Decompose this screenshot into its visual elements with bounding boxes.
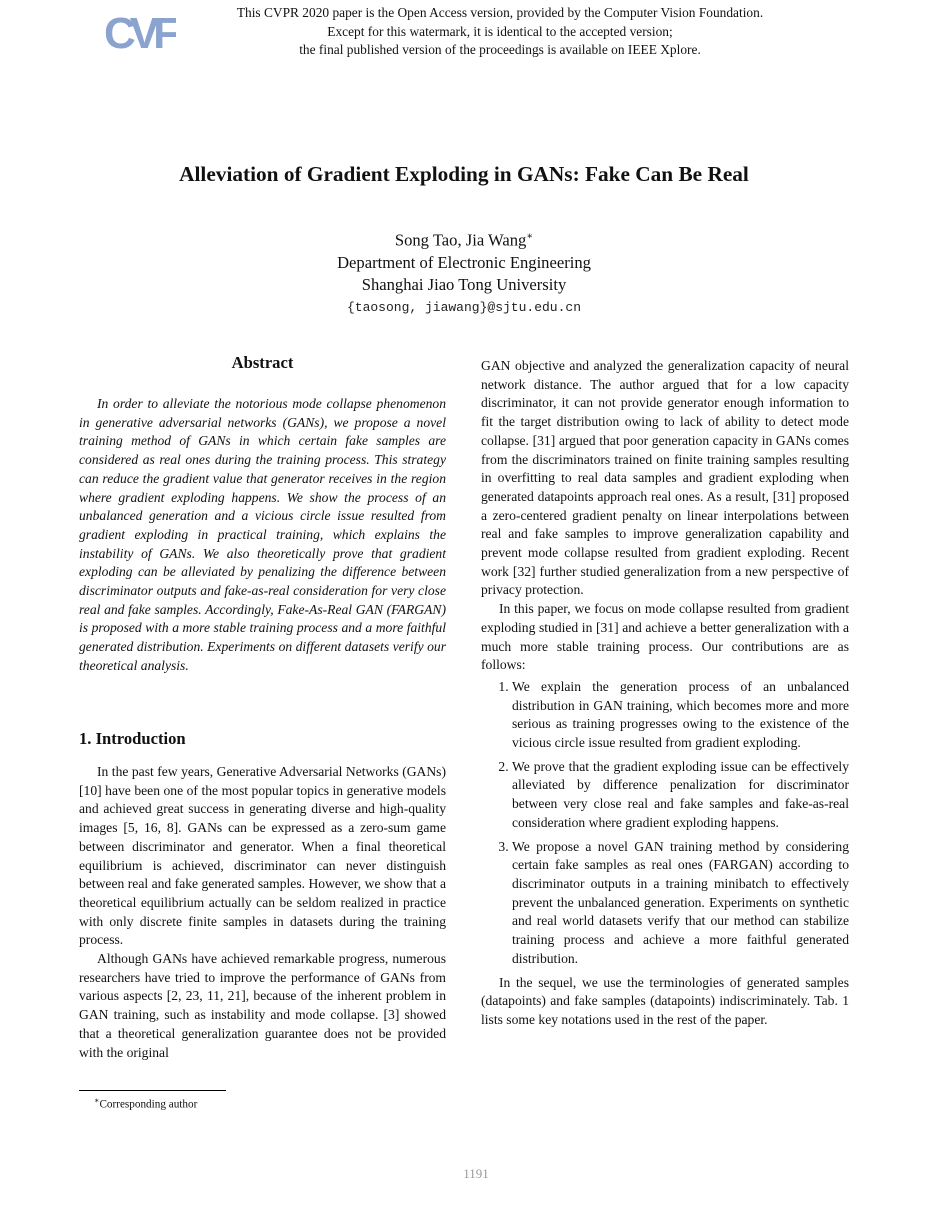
footnote-text: Corresponding author	[99, 1098, 198, 1111]
introduction-body	[79, 763, 446, 1062]
contribution-item: 3. We propose a novel GAN training method by considering certain fake samples as real ones (FARGAN) according to discriminator outputs in a training minibatch to effectively prevent the unbalanced generation. Experiments on synthetic and real world datasets verify that our method can stabilize training process and achieve a more faithful generated distribution.	[512, 838, 849, 969]
author-names	[0, 226, 928, 252]
footnote-divider	[79, 1090, 226, 1091]
body-paragraph: GAN objective and analyzed the generalization capacity of neural network distance. The author argued that for a low capacity discriminator, it can not provide generator enough information to fit the target distribution owing to lack of ability to detect mode collapse. [31] argued that poor generation capacity in GANs comes from the discriminators trained on finite training samples resulting in overfitting to real data samples and gradient exploding when generated datapoints approach real ones. As a result, [31] proposed a zero-centered gradient penalty on linear interpolations between real and fake samples to improve generalization capability and prevent mode collapse resulted from gradient exploding. Recent work [32] further studied generalization from a new perspective of privacy protection.	[481, 358, 849, 598]
author-email: {taosong, jiawang}@sjtu.edu.cn	[346, 299, 582, 315]
author-university: Shanghai Jiao Tong University	[361, 274, 567, 294]
contribution-item: 1. We explain the generation process of an unbalanced distribution in GAN training, which becomes more and more serious as training progresses owing to the existence of the vicious circle issue resulted from gradient exploding.	[512, 678, 849, 753]
author-block	[0, 226, 928, 319]
introduction-paragraph: Although GANs have achieved remarkable progress, numerous researchers have tried to improve the performance of GANs from various aspects [2, 23, 11, 21], because of the inherent problem in GAN training, such as instability and mode collapse. [3] showed that a theoretical generalization guarantee does not be provided with the original	[79, 951, 446, 1060]
abstract-text: In order to alleviate the notorious mode collapse phenomenon in generative adversarial networks (GANs), we propose a novel training method of GANs in which certain fake samples are considered as real ones during the training process. This strategy can reduce the gradient value that generator receives in the region where gradient exploding happens. We show the process of an unbalanced generation and a vicious circle issue resulted from gradient exploding in practical training, which explains the instability of GANs. We also theoretically prove that gradient exploding can be alleviated by penalizing the difference between discriminator outputs and fake-as-real consideration for very close real and fake samples. Accordingly, Fake-As-Real GAN (FARGAN) is proposed with a more stable training process and a more faithful generated distribution. Experiments on different datasets verify our theoretical analysis.	[79, 396, 446, 673]
corresponding-author-mark: ∗	[526, 231, 534, 242]
page-number: 1191	[463, 1166, 489, 1181]
watermark-line: This CVPR 2020 paper is the Open Access version, provided by the Computer Vision Foundation.	[236, 5, 764, 20]
cvf-logo	[104, 8, 176, 54]
abstract-heading: Abstract	[231, 353, 294, 372]
author-list: Song Tao, Jia Wang	[394, 230, 527, 250]
contributions-list	[481, 678, 849, 969]
right-column	[481, 357, 849, 1030]
body-paragraph: In this paper, we focus on mode collapse resulted from gradient exploding studied in [31] and achieve a better generalization with a much more stable training process. Our contributions are as follows:	[481, 601, 849, 673]
contribution-item: 2. We prove that the gradient exploding issue can be effectively alleviated by difference penalization for discriminator between very close real and fake samples and fake-as-real consideration where gradient exploding happens.	[512, 758, 849, 833]
footnote	[94, 1096, 197, 1111]
paper-title: Alleviation of Gradient Exploding in GANs: Fake Can Be Real	[179, 162, 749, 186]
watermark-line: the final published version of the proceedings is available on IEEE Xplore.	[299, 42, 701, 57]
introduction-heading: 1. Introduction	[79, 729, 186, 748]
body-paragraph: In the sequel, we use the terminologies of generated samples (datapoints) and fake samples (datapoints) indiscriminately. Tab. 1 lists some key notations used in the rest of the paper.	[481, 974, 849, 1027]
cvf-logo-text: CVF	[104, 9, 174, 54]
open-access-watermark	[190, 4, 810, 60]
watermark-line: Except for this watermark, it is identical to the accepted version;	[327, 23, 673, 39]
introduction-paragraph: In the past few years, Generative Adversarial Networks (GANs) [10] have been one of the most popular topics in generative models and achieved great success in generating diverse and high-quality images [5, 16, 8]. GANs can be expressed as a zero-sum game between discriminator and generator. When a final theoretical equilibrium is achieved, discriminator can never distinguish between real and fake generated samples. However, we show that a theoretical equilibrium actually can be seldom realized in practice with only discrete finite samples in datasets during the training process.	[79, 764, 446, 948]
footnote-mark: ∗	[94, 1096, 100, 1105]
author-department: Department of Electronic Engineering	[337, 252, 591, 272]
